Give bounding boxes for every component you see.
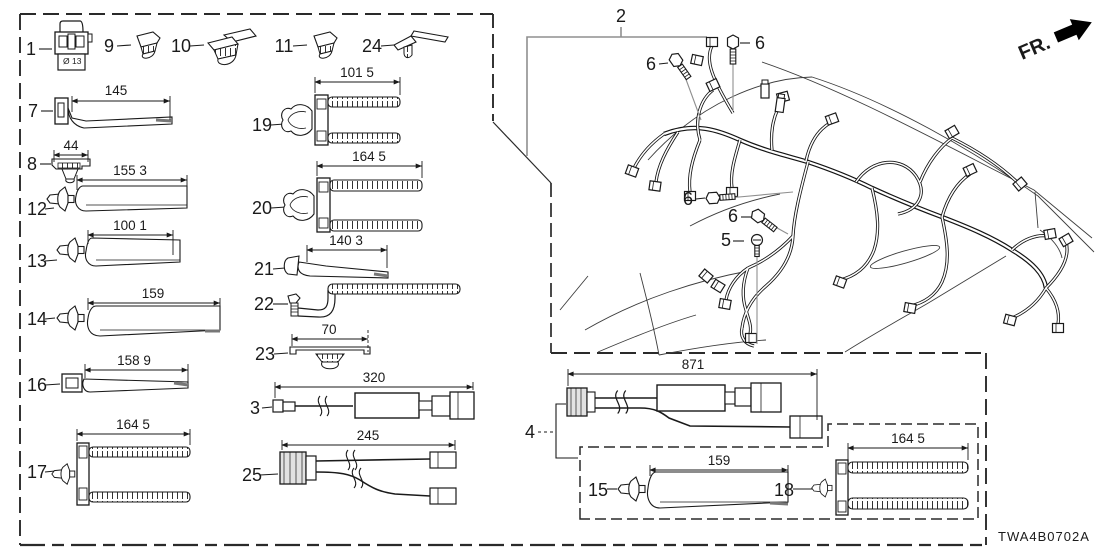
part-2-callout: [527, 6, 707, 156]
part-7-strap: [28, 83, 172, 128]
part-6-label: 6: [645, 54, 657, 74]
screw-icon: [752, 235, 763, 257]
part-7-dimension: 145: [104, 83, 128, 98]
part-10-label: 10: [170, 36, 192, 56]
part-17-label: 17: [26, 462, 48, 482]
clip-icon: [282, 105, 312, 136]
fr-direction-arrow: [1015, 12, 1097, 65]
arrow-up-right-icon: [1051, 12, 1096, 48]
part-15-dimension: 159: [707, 453, 731, 468]
part-5-label: 5: [720, 230, 732, 250]
part-17-double-tie: [27, 417, 190, 505]
part-25-dimension: 245: [356, 428, 380, 443]
part-11-clip: [275, 32, 337, 58]
push-pin-icon: [57, 238, 84, 262]
part-20-double-tie: [252, 149, 422, 232]
part-4-sub-harness: [525, 357, 822, 458]
part-8-clip-strap: [27, 138, 90, 183]
push-pin-icon: [52, 464, 75, 484]
bolt-icon: [749, 207, 779, 234]
part-7-label: 7: [27, 101, 39, 121]
part-20-label: 20: [251, 198, 273, 218]
part-3-sub-harness: [250, 370, 474, 419]
part-21-dimension: 140 3: [329, 233, 363, 248]
part-16-strap: [27, 353, 188, 395]
push-pin-icon: [618, 477, 645, 501]
part-6-label: 6: [682, 189, 694, 209]
part-23-label: 23: [254, 344, 276, 364]
part-22-label: 22: [253, 294, 275, 314]
push-pin-icon: [812, 479, 832, 497]
part-24-clip: [362, 31, 448, 58]
part-16-dimension: 158 9: [117, 353, 151, 368]
part-15-band: [588, 453, 788, 508]
sub-harness-group: [525, 357, 968, 515]
diagram-code: TWA4B0702A: [998, 529, 1090, 544]
part-1-note: Ø 13: [63, 56, 82, 66]
part-6-label: 6: [727, 206, 739, 226]
part-14-dimension: 159: [141, 286, 165, 301]
part-12-dimension: 155 3: [113, 163, 147, 178]
clip-icon: [394, 31, 448, 58]
part-19-double-tie: [252, 65, 400, 145]
clip-icon: [314, 32, 337, 58]
part-1-label: 1: [25, 39, 37, 59]
part-6-label: 6: [754, 33, 766, 53]
part-25-label: 25: [241, 465, 263, 485]
clip-icon: [137, 32, 160, 58]
part-13-band: [27, 218, 180, 271]
part-4-label: 4: [524, 422, 536, 442]
fr-label: FR.: [1015, 31, 1054, 65]
part-11-label: 11: [274, 36, 294, 56]
part-13-label: 13: [26, 251, 48, 271]
part-24-label: 24: [361, 36, 383, 56]
part-14-label: 14: [26, 309, 48, 329]
part-17-dimension: 164 5: [116, 417, 150, 432]
part-3-label: 3: [249, 398, 261, 418]
part-10-clip: [171, 29, 256, 65]
part-21-label: 21: [253, 259, 275, 279]
part-8-dimension: 44: [63, 138, 79, 153]
part-16-label: 16: [26, 375, 48, 395]
part-22-tie-bolt: [254, 284, 460, 317]
part-23-dimension: 70: [321, 322, 337, 337]
bolt-icon: [667, 51, 693, 81]
detail-parts: [26, 21, 474, 505]
part-23-clip-bar: [255, 322, 370, 369]
part-20-dimension: 164 5: [352, 149, 386, 164]
part-9-clip: [104, 32, 160, 58]
instrument-harness-illustration: [560, 33, 1094, 355]
part-19-label: 19: [251, 115, 273, 135]
part-12-label: 12: [26, 199, 48, 219]
part-18-dimension: 164 5: [891, 431, 925, 446]
clip-icon: [284, 190, 314, 221]
part-21-strap: [254, 233, 388, 279]
push-pin-icon: [57, 306, 84, 330]
part-9-label: 9: [103, 36, 115, 56]
part-1-grommet: [26, 21, 92, 70]
part-14-band: [27, 286, 220, 336]
part-8-label: 8: [26, 154, 38, 174]
part-13-dimension: 100 1: [113, 218, 147, 233]
clip-icon: [208, 29, 256, 65]
part-25-sub-harness: [242, 428, 456, 504]
dashboard-outline: [560, 62, 1094, 355]
part-12-band: [27, 163, 187, 219]
bolt-icon: [728, 35, 739, 64]
part-2-label: 2: [615, 6, 627, 26]
part-15-label: 15: [587, 480, 609, 500]
push-pin-icon: [47, 187, 74, 211]
part-18-label: 18: [773, 480, 795, 500]
part-4-dimension: 871: [681, 357, 705, 372]
fastener-callouts: [646, 33, 793, 344]
part-3-dimension: 320: [362, 370, 386, 385]
part-18-double-tie: [774, 431, 968, 515]
part-19-dimension: 101 5: [340, 65, 374, 80]
